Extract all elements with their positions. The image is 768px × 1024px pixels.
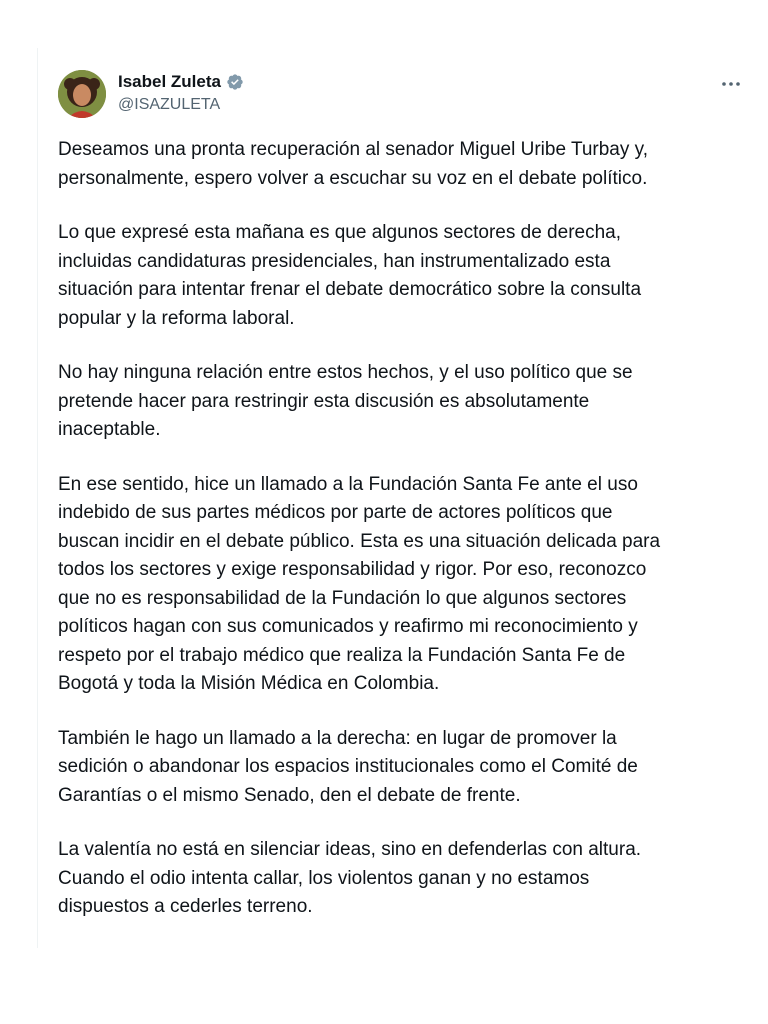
more-horizontal-icon xyxy=(721,81,741,87)
more-options-button[interactable] xyxy=(716,72,746,96)
tweet-paragraph: También le hago un llamado a la derecha: en lugar de promover la sedición o abandonar los espacios institucionales como el Comité de Garantías o el mismo Senado, den el debate de frente. xyxy=(58,727,638,806)
verified-badge-icon xyxy=(226,73,244,91)
tweet-paragraph: Lo que expresé esta mañana es que algunos sectores de derecha, incluidas candidaturas presidenciales, han instrumentalizado esta situación para intentar frenar el debate democrático sobre la consulta popular y la reforma laboral. xyxy=(58,222,642,329)
tweet-paragraph: En ese sentido, hice un llamado a la Fundación Santa Fe ante el uso indebido de sus partes médicos por parte de actores políticos que buscan incidir en el debate público. Esta es una situación delicada para todos los sectores y exige responsabilidad y rigor. Por eso, reconozco que no es responsabilidad de la Fundación lo que algunos sectores políticos hagan con sus comunicados y reafirmo mi reconocimiento y respeto por el trabajo médico que realiza la Fundación Santa Fe de Bogotá y toda la Misión Médica en Colombia. xyxy=(58,473,661,694)
tweet-header xyxy=(58,70,728,122)
tweet-text xyxy=(58,136,726,948)
name-row xyxy=(118,72,244,92)
display-name[interactable]: Isabel Zuleta xyxy=(118,72,221,91)
avatar-image xyxy=(58,70,106,118)
tweet-paragraph: No hay ninguna relación entre estos hechos, y el uso político que se pretende hacer para restringir esta discusión es absolutamente inaceptable. xyxy=(58,362,633,440)
tweet-paragraph: Deseamos una pronta recuperación al senador Miguel Uribe Turbay y, personalmente, espero volver a escuchar su voz en el debate político. xyxy=(58,139,649,189)
avatar[interactable] xyxy=(58,70,106,118)
tweet-paragraph: La valentía no está en silenciar ideas, sino en defenderlas con altura. Cuando el odio intenta callar, los violentos ganan y no estamos dispuestos a cederles terreno. xyxy=(58,839,642,917)
handle[interactable]: @ISAZULETA xyxy=(118,96,221,113)
tweet-card xyxy=(37,48,748,948)
